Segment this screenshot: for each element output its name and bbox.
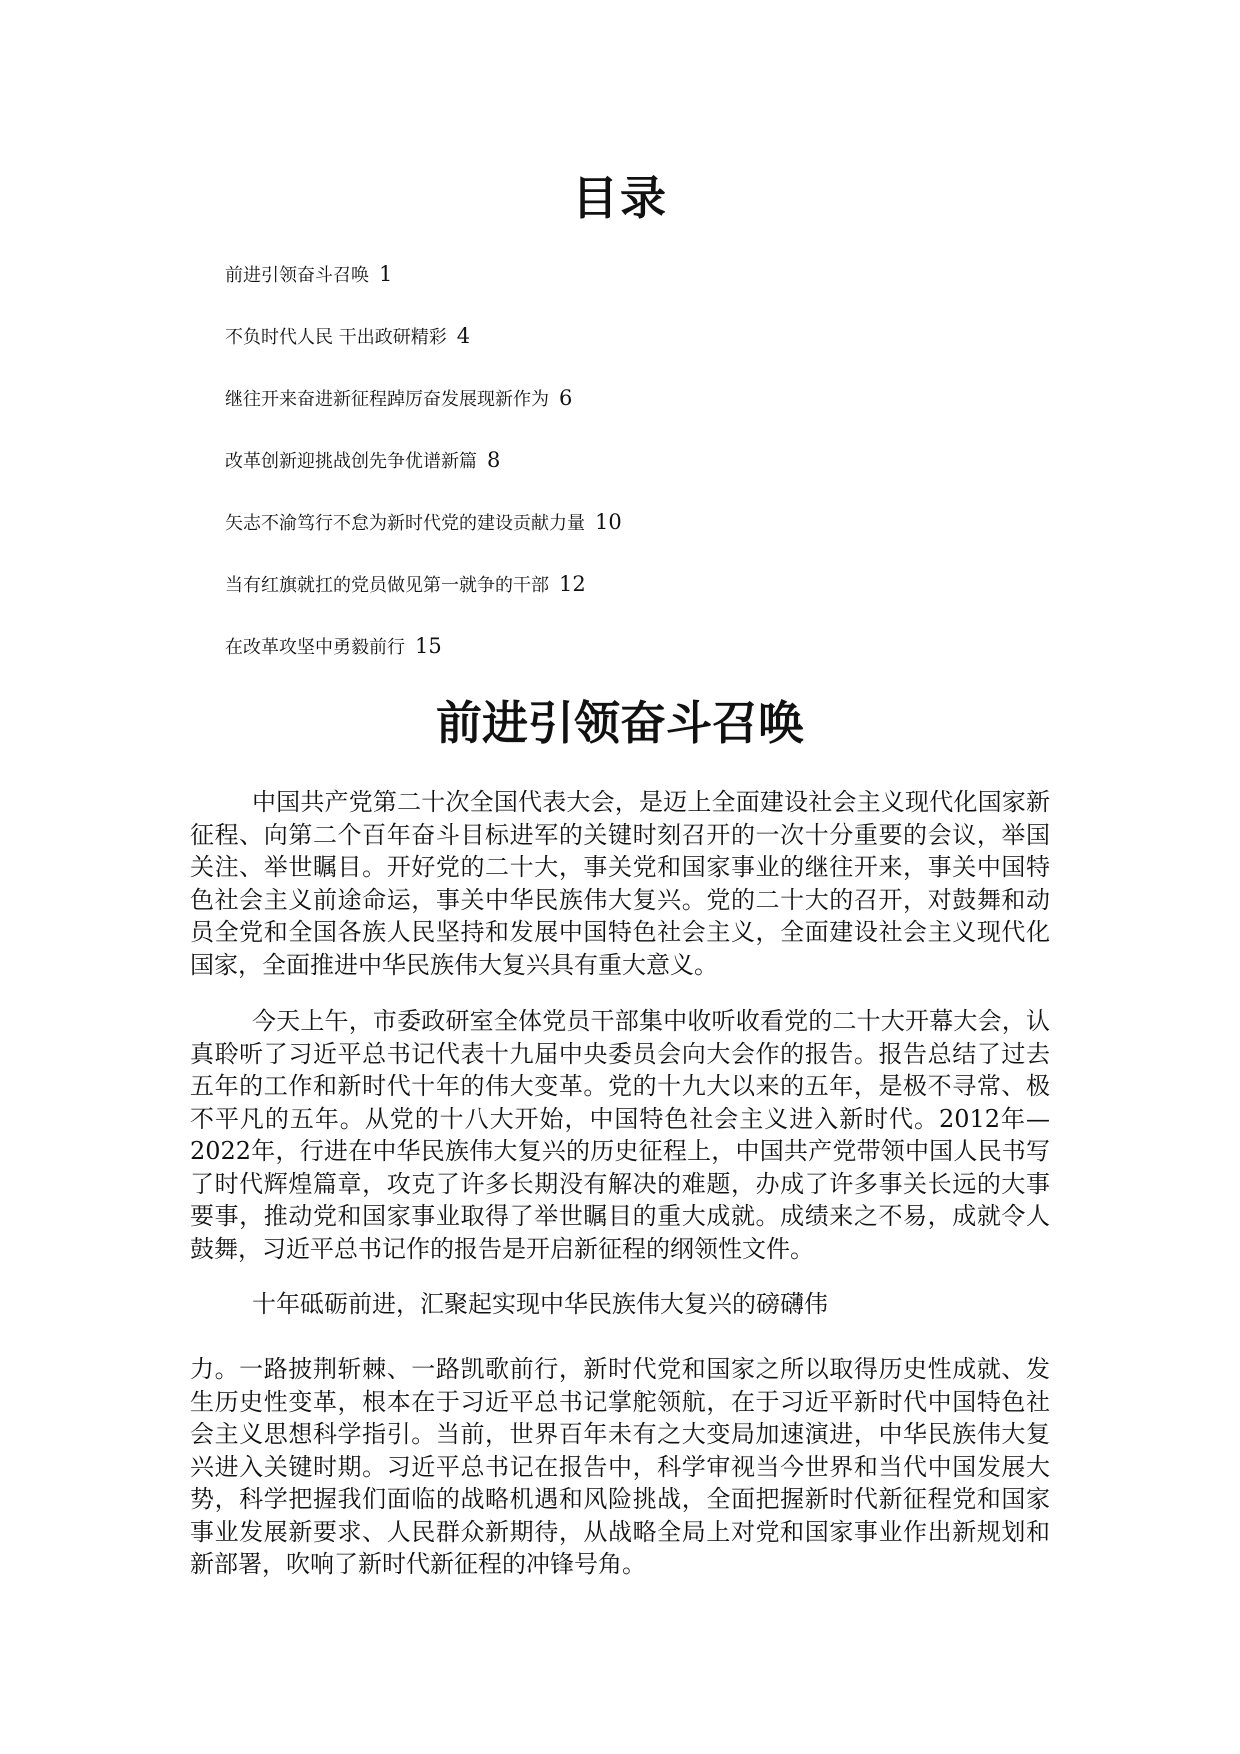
toc-entry-label: 不负时代人民 干出政研精彩 [225,327,447,348]
article-paragraph: 力。一路披荆斩棘、一路凯歌前行，新时代党和国家之所以取得历史性成就、发生历史性变革，根本在于习近平总书记掌舵领航，在于习近平新时代中国特色社会主义思想科学指引。当前，世界百年未有之大变局加速演进，中华民族伟大复兴进入关键时期。习近平总书记在报告中，科学审视当今世界和当代中国发展大势，科学把握我们面临的战略机遇和风险挑战，全面把握新时代新征程党和国家事业发展新要求、人民群众新期待，从战略全局上对党和国家事业作出新规划和新部署，吹响了新时代新征程的冲锋号角。 [190,1355,1050,1578]
toc-entry-label: 继往开来奋进新征程踔厉奋发展现新作为 [225,389,549,410]
toc-entry-page: 6 [559,386,573,410]
article-paragraph: 今天上午，市委政研室全体党员干部集中收听收看党的二十大开幕大会，认真聆听了习近平总书记代表十九届中央委员会向大会作的报告。报告总结了过去五年的工作和新时代十年的伟大变革。党的十九大以来的五年，是极不寻常、极不平凡的五年。从党的十八大开始，中国特色社会主义进入新时代。2012年—2022年，行进在中华民族伟大复兴的历史征程上，中国共产党带领中国人民书写了时代辉煌篇章，攻克了许多长期没有解决的难题，办成了许多事关长远的大事要事，推动党和国家事业取得了举世瞩目的重大成就。成绩来之不易，成就令人鼓舞，习近平总书记作的报告是开启新征程的纲领性文件。 [190,1007,1050,1263]
toc-entry-page: 8 [487,448,501,472]
table-of-contents [225,262,1025,696]
toc-title: 目录 [572,171,668,225]
toc-entry[interactable] [225,510,1025,572]
toc-entry[interactable] [225,386,1025,448]
toc-entry-label: 改革创新迎挑战创先争优谱新篇 [225,451,477,472]
toc-entry[interactable] [225,262,1025,324]
toc-entry-label: 当有红旗就扛的党员做见第一就争的干部 [225,575,549,596]
article-paragraph: 中国共产党第二十次全国代表大会，是迈上全面建设社会主义现代化国家新征程、向第二个百年奋斗目标进军的关键时刻召开的一次十分重要的会议，举国关注、举世瞩目。开好党的二十大，事关党和国家事业的继往开来，事关中国特色社会主义前途命运，事关中华民族伟大复兴。党的二十大的召开，对鼓舞和动员全党和全国各族人民坚持和发展中国特色社会主义，全面建设社会主义现代化国家，全面推进中华民族伟大复兴具有重大意义。 [190,788,1050,979]
article-paragraph: 十年砥砺前进，汇聚起实现中华民族伟大复兴的磅礴伟 [252,1290,828,1318]
toc-entry-page: 10 [595,510,622,534]
toc-entry[interactable] [225,572,1025,634]
toc-entry-label: 在改革攻坚中勇毅前行 [225,637,405,658]
toc-entry-page: 12 [559,572,586,596]
toc-entry-label: 矢志不渝笃行不怠为新时代党的建设贡献力量 [225,513,585,534]
toc-entry-page: 1 [379,262,393,286]
article-title: 前进引领奋斗召唤 [436,696,804,750]
toc-entry-page: 15 [415,634,442,658]
toc-entry[interactable] [225,448,1025,510]
toc-entry[interactable] [225,634,1025,696]
toc-entry[interactable] [225,324,1025,386]
toc-entry-label: 前进引领奋斗召唤 [225,265,369,286]
toc-entry-page: 4 [456,324,471,348]
